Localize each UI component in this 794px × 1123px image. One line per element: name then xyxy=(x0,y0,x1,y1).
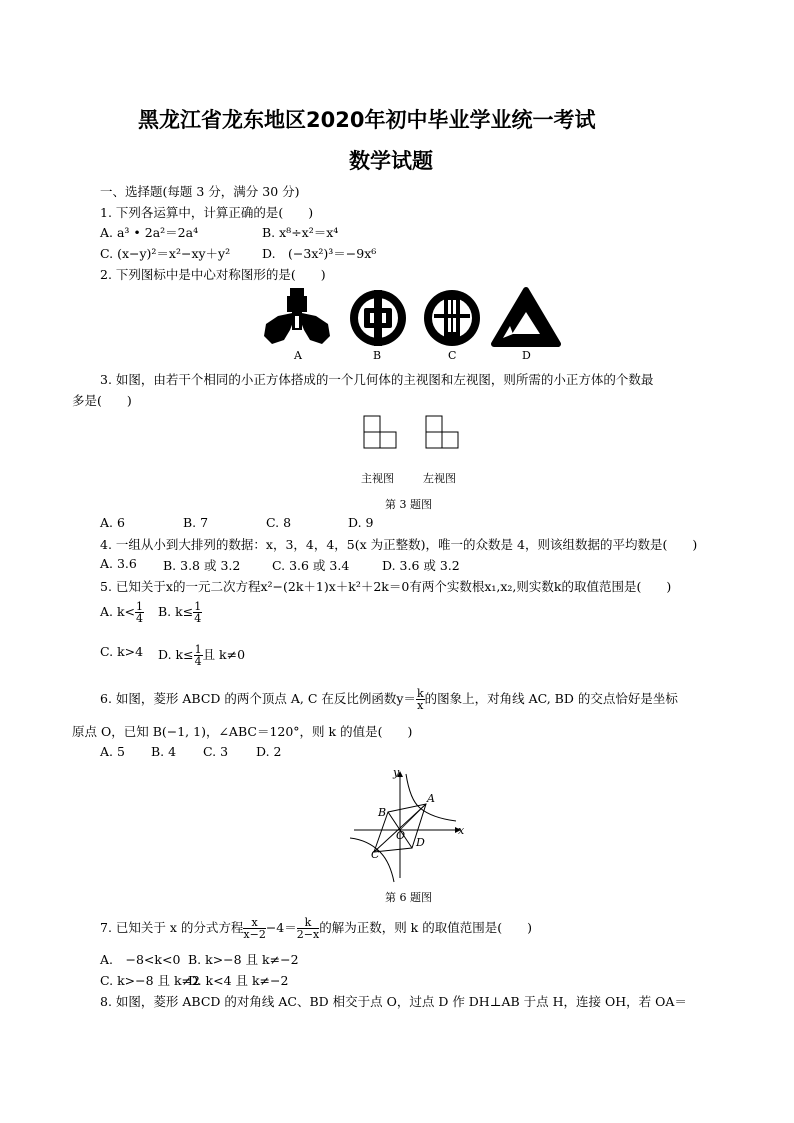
q6-frac-num: k xyxy=(416,687,424,700)
q2-label-b: B xyxy=(373,349,382,362)
main-view-figure xyxy=(364,416,396,448)
q3-option-a: A. 6 xyxy=(100,515,125,530)
q3-stem-line1: 3. 如图，由若干个相同的小正方体搭成的一个几何体的主视图和左视图，则所需的小正方体的个数最 xyxy=(100,372,654,387)
q3-option-c: C. 8 xyxy=(266,515,292,530)
q6-stem-post: 的图象上，对角线 AC, BD 的交点恰好是坐标 xyxy=(424,691,678,706)
q6-stem-pre: 6. 如图，菱形 ABCD 的两个顶点 A, C 在反比例函数y＝ xyxy=(100,691,416,706)
q3-caption: 第 3 题图 xyxy=(385,498,432,511)
q7-stem xyxy=(100,917,532,940)
q5-option-d-tail: 且 k≠0 xyxy=(202,647,246,662)
q6-option-b: B. 4 xyxy=(151,744,177,759)
q5-d-frac-den: 4 xyxy=(194,655,202,668)
q6-point-d: D xyxy=(416,836,425,849)
q7-option-a: A. −8<k<0 xyxy=(100,952,181,967)
q1-option-a: A. a³ • 2a²＝2a⁴ xyxy=(100,225,199,240)
q5-option-d-text: D. k≤ xyxy=(158,647,194,662)
page-title: 黑龙江省龙东地区2020年初中毕业学业统一考试 xyxy=(138,108,596,132)
q5-option-a xyxy=(100,601,144,624)
q6-fraction xyxy=(416,688,425,711)
q3-stem-line2: 多是( ) xyxy=(72,393,132,408)
q6-option-c: C. 3 xyxy=(203,744,229,759)
icon-b-figure xyxy=(350,290,406,346)
q5-b-fraction xyxy=(193,601,202,624)
icon-d-figure xyxy=(494,290,558,344)
q3-views-figure xyxy=(358,412,468,464)
q6-point-o: O xyxy=(396,829,406,842)
q8-stem: 8. 如图，菱形 ABCD 的对角线 AC、BD 相交于点 O，过点 D 作 DH⊥AB 于点 H，连接 OH，若 OA＝ xyxy=(100,994,687,1009)
q6-point-c: C xyxy=(371,848,380,861)
q7-f2-den: 2−x xyxy=(296,928,320,941)
q5-stem: 5. 已知关于x的一元二次方程x²−(2k＋1)x＋k²＋2k＝0有两个实数根x₁,x₂,则实数k的取值范围是( ) xyxy=(100,579,672,594)
q3-view1-label: 主视图 xyxy=(361,472,394,485)
q7-fraction-1 xyxy=(243,917,265,940)
q6-option-d: D. 2 xyxy=(256,744,282,759)
q2-label-d: D xyxy=(522,349,531,362)
icon-a-figure xyxy=(264,288,330,344)
q7-f1-den: x−2 xyxy=(243,928,266,941)
q7-option-d: D. k<4 且 k≠−2 xyxy=(188,973,289,988)
q2-label-c: C xyxy=(448,349,457,362)
q7-f1-num: x xyxy=(243,917,265,929)
q4-stem: 4. 一组从小到大排列的数据：x，3，4，4，5(x 为正整数)，唯一的众数是 4，则该组数据的平均数是( ) xyxy=(100,537,698,552)
q6-axis-x-label: x xyxy=(458,824,465,837)
q1-option-c: C. (x−y)²＝x²−xy＋y² xyxy=(100,246,231,261)
q7-f2-num: k xyxy=(297,917,319,929)
icon-c-figure xyxy=(424,290,480,346)
q6-stem-line1 xyxy=(100,688,678,711)
q3-view2-label: 左视图 xyxy=(423,472,456,485)
q6-option-a: A. 5 xyxy=(100,744,125,759)
q5-option-b xyxy=(158,601,202,624)
q7-option-b: B. k>−8 且 k≠−2 xyxy=(188,952,299,967)
q1-option-d: D. (−3x²)³＝−9x⁶ xyxy=(262,246,377,261)
q6-graph-figure xyxy=(350,766,470,884)
q5-option-d xyxy=(158,644,245,667)
q3-option-d: D. 9 xyxy=(348,515,374,530)
q6-point-a: A xyxy=(427,792,435,805)
q1-stem: 1. 下列各运算中，计算正确的是( ) xyxy=(100,205,314,220)
q6-caption: 第 6 题图 xyxy=(385,891,432,904)
q6-point-b: B xyxy=(378,806,387,819)
q4-option-d: D. 3.6 或 3.2 xyxy=(382,558,460,573)
q5-a-frac-den: 4 xyxy=(136,612,144,625)
q6-stem-line2: 原点 O，已知 B(−1, 1)，∠ABC＝120°，则 k 的值是( ) xyxy=(72,724,413,739)
q7-stem-post: 的解为正数，则 k 的取值范围是( ) xyxy=(319,920,532,935)
q7-stem-pre: 7. 已知关于 x 的分式方程 xyxy=(100,920,244,935)
q1-option-b: B. x⁸÷x²＝x⁴ xyxy=(262,225,339,240)
q7-option-c: C. k>−8 且 k≠2 xyxy=(100,973,200,988)
left-view-figure xyxy=(426,416,458,448)
q2-icons-figure xyxy=(258,286,568,354)
q7-fraction-2 xyxy=(297,917,319,940)
q5-b-frac-num: 1 xyxy=(194,600,202,613)
q5-option-c: C. k>4 xyxy=(100,644,144,659)
q5-option-b-text: B. k≤ xyxy=(158,604,194,619)
q6-axis-y-label: y xyxy=(393,766,400,779)
q4-option-a: A. 3.6 xyxy=(100,556,137,571)
q5-d-frac-num: 1 xyxy=(194,643,202,656)
section-heading: 一、选择题(每题 3 分，满分 30 分) xyxy=(100,184,300,199)
q3-option-b: B. 7 xyxy=(183,515,209,530)
q2-label-a: A xyxy=(294,349,302,362)
q7-mid: −4＝ xyxy=(265,920,297,935)
subject-title: 数学试题 xyxy=(349,149,433,173)
q6-frac-den: x xyxy=(417,699,424,712)
q4-option-c: C. 3.6 或 3.4 xyxy=(272,558,350,573)
q5-option-a-text: A. k< xyxy=(100,604,136,619)
q5-d-fraction xyxy=(194,644,203,667)
q4-option-b: B. 3.8 或 3.2 xyxy=(163,558,241,573)
q2-stem: 2. 下列图标中是中心对称图形的是( ) xyxy=(100,267,326,282)
q5-a-fraction xyxy=(135,601,144,624)
q5-b-frac-den: 4 xyxy=(194,612,202,625)
q5-a-frac-num: 1 xyxy=(136,600,144,613)
